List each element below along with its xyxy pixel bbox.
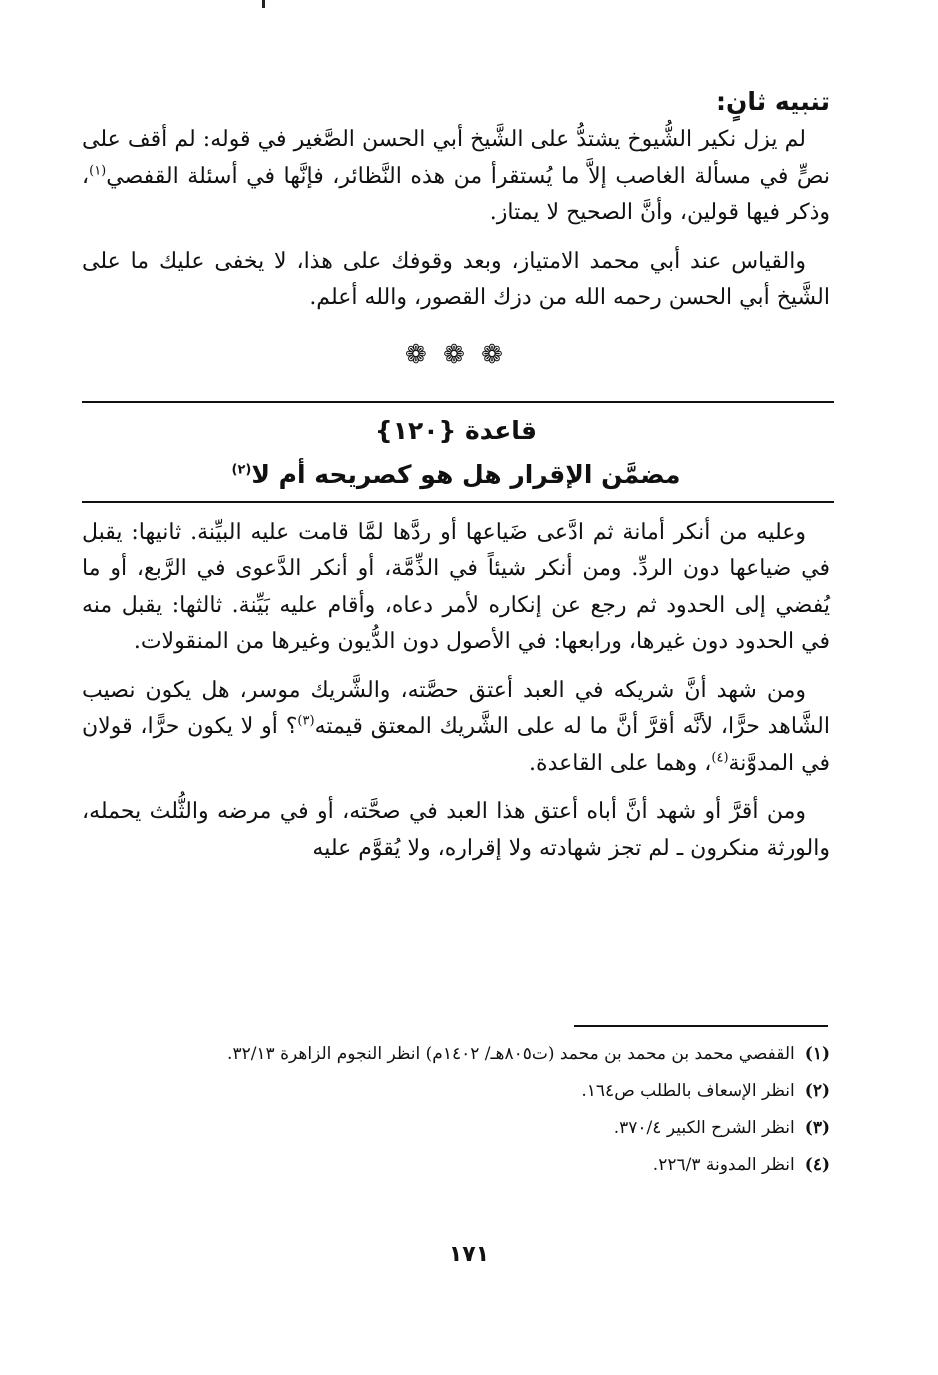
footnote-number: (٤)	[804, 1155, 830, 1175]
paragraph-text: ؟ أو لا يكون حرًّا، قولان في المدوَّنة	[82, 714, 830, 776]
footnote-ref[interactable]: (١)	[89, 163, 107, 179]
footnote-text: انظر المدونة ٢٢٦/٣.	[652, 1155, 795, 1175]
footnote-number: (٢)	[804, 1081, 830, 1101]
rule-subject-title	[82, 453, 830, 497]
section-separator: ❁ ❁ ❁	[405, 339, 507, 370]
paragraph-text: لم يزل نكير الشُّيوخ يشتدُّ على الشَّيخ أبي الحسن الصَّغير في قوله: لم أقف على نصٍّ في مسألة الغاصب إلاَّ ما يُستقرأ من هذه النَّظائر، فإنَّها في أسئلة القفصي	[82, 127, 830, 189]
rule-number-title: قاعدة {١٢٠}	[374, 415, 538, 445]
footnote	[82, 1077, 830, 1106]
footnote	[82, 1114, 830, 1143]
footnote-ref[interactable]: (٤)	[711, 750, 729, 766]
paragraph: وعليه من أنكر أمانة ثم ادَّعى ضَياعها أو ردَّها لمَّا قامت عليه البيِّنة. ثانيها: يقبل في ضياعها دون الردِّ. ومن أنكر شيئاً في الذِّمَّة، أو أنكر الدَّعوى في الرَّبع، أو ما يُفضي إلى الحدود ثم رجع عن إنكاره لأمر دعاه، وأقام عليه بَيِّنة. ثالثها: يقبل منه في الحدود دون غيرها، ورابعها: في الأصول دون الدُّيون وغيرها من المنقولات.	[82, 519, 830, 654]
footnote-separator	[574, 1025, 828, 1027]
section-heading: تنبيه ثانٍ:	[716, 87, 830, 116]
rule-title-box	[82, 403, 830, 501]
footnotes	[82, 1040, 830, 1188]
paragraph: والقياس عند أبي محمد الامتياز، وبعد وقوفك على هذا، لا يخفى عليك ما على الشَّيخ أبي الحسن رحمه الله من دزك القصور، والله أعلم.	[82, 248, 830, 310]
top-margin-mark	[262, 0, 265, 8]
paragraph-text: ، وهما على القاعدة.	[529, 750, 712, 776]
footnote-text: انظر الإسعاف بالطلب ص١٦٤.	[581, 1081, 795, 1101]
page-number: ١٧١	[448, 1242, 490, 1267]
footnote-text: القفصي محمد بن محمد بن محمد (ت٨٠٥هـ/ ١٤٠٢م) انظر النجوم الزاهرة ٣٢/١٣.	[227, 1044, 795, 1064]
footnote-number: (٣)	[804, 1118, 830, 1138]
footnote-ref[interactable]: (٣)	[297, 713, 315, 729]
title-rule-bottom	[82, 501, 834, 503]
paragraph-text: ومن شهد أنَّ شريكه في العبد أعتق حصَّته، والشَّريك موسر، هل يكون نصيب الشَّاهد حرًّا، لأنَّه أقرَّ أنَّ ما له على الشَّريك المعتق قيمته	[82, 677, 830, 739]
footnote-text: انظر الشرح الكبير ٣٧٠/٤.	[613, 1118, 795, 1138]
rule-body	[82, 515, 830, 868]
paragraph	[82, 122, 830, 232]
footnote-number: (١)	[804, 1044, 830, 1064]
footnote-ref[interactable]: (٢)	[231, 462, 252, 478]
paragraph: ومن أقرَّ أو شهد أنَّ أباه أعتق هذا العبد في صحَّته، أو في مرضه والثُّلث يحمله، والورثة منكرون ـ لم تجز شهادته ولا إقراره، ولا يُقوَّم عليه	[82, 799, 830, 861]
paragraph	[82, 673, 830, 783]
main-text	[82, 82, 830, 879]
footnote	[82, 1040, 830, 1069]
footnote	[82, 1151, 830, 1180]
rule-subject-text: مضمَّن الإقرار هل هو كصريحه أم لا	[251, 459, 681, 489]
paragraph-text: ، وذكر فيها قولين، وأنَّ الصحيح لا يمتاز.	[82, 163, 830, 225]
